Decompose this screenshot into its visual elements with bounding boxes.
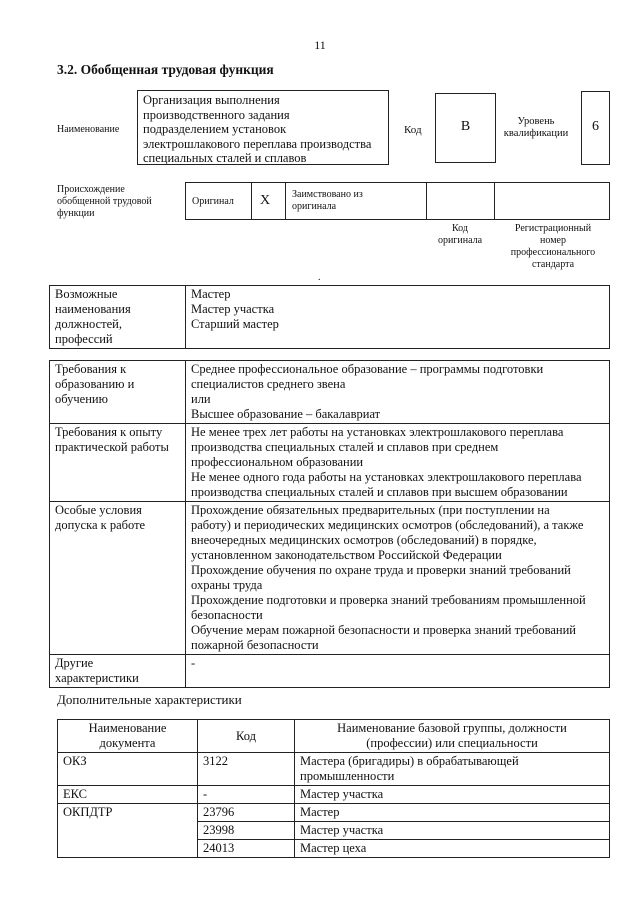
req-value-line: Обучение мерам пожарной безопасности и проверка знаний требований (191, 623, 576, 637)
header-group-line: (профессии) или специальности (366, 736, 538, 750)
header-group-line: Наименование базовой группы, должности (337, 721, 567, 735)
req-value-line: Не менее трех лет работы на установках электрошлакового переплава (191, 425, 564, 439)
req-value-line: Высшее образование – бакалавриат (191, 407, 381, 421)
additional-title: Дополнительные характеристики (57, 692, 242, 707)
req-value-line: внеочередных медицинских осмотров (обследований) в порядке, (191, 533, 537, 547)
cell-name (295, 753, 610, 786)
origin-label (57, 184, 152, 220)
table-row (50, 655, 610, 688)
positions-label-line: профессий (55, 332, 113, 346)
origin-label-line: Происхождение (57, 184, 125, 195)
name-line: Организация выполнения (143, 93, 280, 107)
original-mark: X (260, 193, 271, 208)
origin-row (185, 182, 610, 220)
req-value-line: специалистов среднего звена (191, 377, 346, 391)
cell-doc: ОКПДТР (58, 804, 198, 858)
header-doc-line: Наименование (88, 721, 167, 735)
header-doc (58, 720, 198, 753)
header-group (295, 720, 610, 753)
dot-mark: . (318, 272, 321, 283)
name-line: электрошлакового переплава производства (143, 136, 372, 151)
req-label (50, 361, 186, 424)
reg-number-line: профессионального (510, 247, 596, 258)
req-label-line: обучению (55, 392, 108, 406)
name-line: производственного задания (143, 107, 290, 122)
cell-doc: ЕКС (58, 786, 198, 804)
table-row (50, 502, 610, 655)
req-label (50, 424, 186, 502)
reg-number-line: номер (540, 235, 566, 246)
req-label-line: Другие (55, 656, 94, 670)
code-original-line: оригинала (437, 235, 483, 246)
table-header-row (58, 720, 610, 753)
name-box (137, 90, 389, 165)
req-value-line: Прохождение обязательных предварительных (при поступлении на (191, 503, 550, 517)
code-value: B (460, 119, 471, 134)
req-value-line: производства специальных сталей и сплавов при среднем (191, 440, 499, 454)
req-value-line: Прохождение подготовки и проверка знаний требованиям промышленной (191, 593, 586, 607)
table-row (50, 424, 610, 502)
code-box (435, 93, 496, 163)
level-label-line: Уровень (517, 116, 555, 127)
name-line: специальных сталей и сплавов (143, 151, 307, 165)
borrowed-label-line: Заимствовано из (292, 189, 363, 200)
code-label: Код (404, 124, 422, 136)
divider (285, 182, 286, 220)
code-original-line: Код (452, 223, 468, 234)
cell-name: Мастер цеха (295, 840, 610, 858)
req-value-line: производства специальных сталей и сплавов при высшем образовании (191, 485, 568, 499)
table-row (58, 804, 610, 822)
divider (426, 182, 427, 220)
position-item: Мастер участка (191, 302, 275, 316)
origin-label-line: обобщенной трудовой (57, 196, 152, 207)
original-label: Оригинал (192, 196, 234, 207)
requirements-table (49, 360, 610, 688)
req-value-line: охраны труда (191, 578, 263, 592)
name-line: подразделением установок (143, 122, 287, 136)
req-value-line: Прохождение обучения по охране труда и проверки знаний требований (191, 563, 571, 577)
page-number: 11 (314, 38, 326, 52)
positions-label-line: Возможные (55, 287, 118, 301)
req-value (186, 655, 610, 688)
header-doc-line: документа (99, 736, 156, 750)
cell-code: 3122 (198, 753, 295, 786)
reg-number-label (497, 223, 609, 271)
positions-values (186, 286, 610, 349)
table-row (58, 753, 610, 786)
reg-number-line: стандарта (531, 259, 575, 270)
divider (251, 182, 252, 220)
req-value-line: Не менее одного года работы на установках электрошлакового переплава (191, 470, 582, 484)
level-box (581, 91, 610, 165)
origin-label-line: функции (57, 208, 95, 219)
req-value-line: установленном законодательством Российской Федерации (191, 548, 502, 562)
req-value-line: - (191, 656, 196, 670)
req-label-line: характеристики (55, 671, 139, 685)
positions-label-line: должностей, (55, 317, 122, 331)
req-label-line: практической работы (55, 440, 169, 454)
level-label (500, 116, 572, 140)
req-value (186, 502, 610, 655)
cell-code: 23796 (198, 804, 295, 822)
cell-name: Мастер участка (295, 786, 610, 804)
req-label-line: Требования к (55, 362, 127, 376)
req-label (50, 502, 186, 655)
code-original-label (428, 223, 492, 247)
cell-code: - (198, 786, 295, 804)
divider (494, 182, 495, 220)
req-label-line: Особые условия (55, 503, 142, 517)
req-value-line: пожарной безопасности (191, 638, 319, 652)
positions-table (49, 285, 610, 349)
cell-name-line: промышленности (300, 769, 395, 783)
level-label-line: квалификации (503, 128, 569, 139)
req-value-line: Среднее профессиональное образование – программы подготовки (191, 362, 544, 376)
cell-name-line: Мастера (бригадиры) в обрабатывающей (300, 754, 519, 768)
name-label: Наименование (57, 124, 120, 135)
req-value (186, 424, 610, 502)
position-item: Старший мастер (191, 317, 279, 331)
table-row (50, 361, 610, 424)
req-label-line: образованию и (55, 377, 135, 391)
req-label-line: Требования к опыту (55, 425, 163, 439)
cell-name: Мастер (295, 804, 610, 822)
req-label (50, 655, 186, 688)
positions-label (50, 286, 186, 349)
position-item: Мастер (191, 287, 231, 301)
borrowed-label-line: оригинала (292, 201, 337, 212)
additional-table (57, 719, 610, 858)
borrowed-label (292, 189, 363, 213)
reg-number-line: Регистрационный (514, 223, 592, 234)
cell-doc: ОКЗ (58, 753, 198, 786)
level-value: 6 (592, 119, 599, 134)
req-value-line: работу) и периодических медицинских осмотров (обследований), а также (191, 518, 584, 532)
cell-code: 23998 (198, 822, 295, 840)
cell-code: 24013 (198, 840, 295, 858)
req-label-line: допуска к работе (55, 518, 146, 532)
req-value-line: безопасности (191, 608, 263, 622)
req-value-line: или (191, 392, 211, 406)
section-title: 3.2. Обобщенная трудовая функция (57, 62, 274, 77)
table-row (58, 786, 610, 804)
cell-name: Мастер участка (295, 822, 610, 840)
req-value (186, 361, 610, 424)
positions-label-line: наименования (55, 302, 131, 316)
header-code: Код (198, 720, 295, 753)
req-value-line: профессиональном образовании (191, 455, 364, 469)
